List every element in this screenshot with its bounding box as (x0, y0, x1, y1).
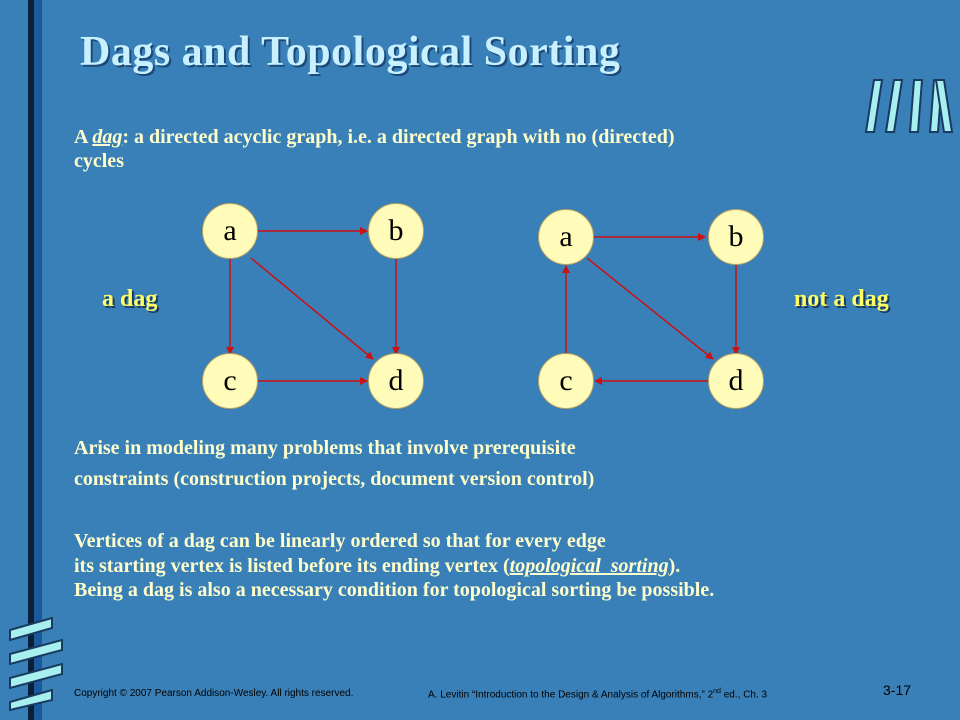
vertices-line-1: Vertices of a dag can be linearly ordered so that for every edge (74, 530, 606, 552)
right-edge-a-d (587, 258, 713, 359)
arise-line-2: constraints (construction projects, document version control) (74, 468, 595, 490)
vertices-line-2-prefix: its starting vertex is listed before its ending vertex ( (74, 555, 510, 577)
vertices-line-2 (74, 555, 680, 578)
right-node-d: d (708, 353, 764, 409)
topological-sorting-term: topological sorting (509, 555, 669, 577)
dag-label: a dag (102, 286, 158, 312)
vertices-line-2-suffix: ). (668, 555, 681, 577)
slide-title: Dags and Topological Sorting (80, 29, 621, 75)
dag-term: dag (92, 126, 123, 148)
page-number: 3-17 (883, 682, 912, 698)
intro-prefix: A (74, 126, 93, 148)
intro-rest: : a directed acyclic graph, i.e. a directed graph with no (directed) (122, 126, 675, 148)
citation-suffix: ed., Ch. 3 (720, 689, 768, 701)
right-node-a: a (538, 209, 594, 265)
vertices-line-3: Being a dag is also a necessary condition for topological sorting be possible. (74, 579, 715, 601)
left-node-d: d (368, 353, 424, 409)
left-node-b: b (368, 203, 424, 259)
citation-prefix: A. Levitin “Introduction to the Design & Analysis of Algorithms,” 2 (428, 689, 714, 701)
left-edge-a-d (251, 258, 373, 359)
not-dag-label: not a dag (794, 286, 889, 312)
copyright-footer: Copyright © 2007 Pearson Addison-Wesley. All rights reserved. (74, 688, 354, 699)
intro-line-2: cycles (74, 150, 124, 172)
left-node-a: a (202, 203, 258, 259)
left-node-c: c (202, 353, 258, 409)
citation-superscript: nd (713, 688, 721, 695)
right-node-b: b (708, 209, 764, 265)
arise-line-1: Arise in modeling many problems that involve prerequisite (74, 437, 576, 459)
right-node-c: c (538, 353, 594, 409)
book-citation-footer (428, 688, 767, 700)
